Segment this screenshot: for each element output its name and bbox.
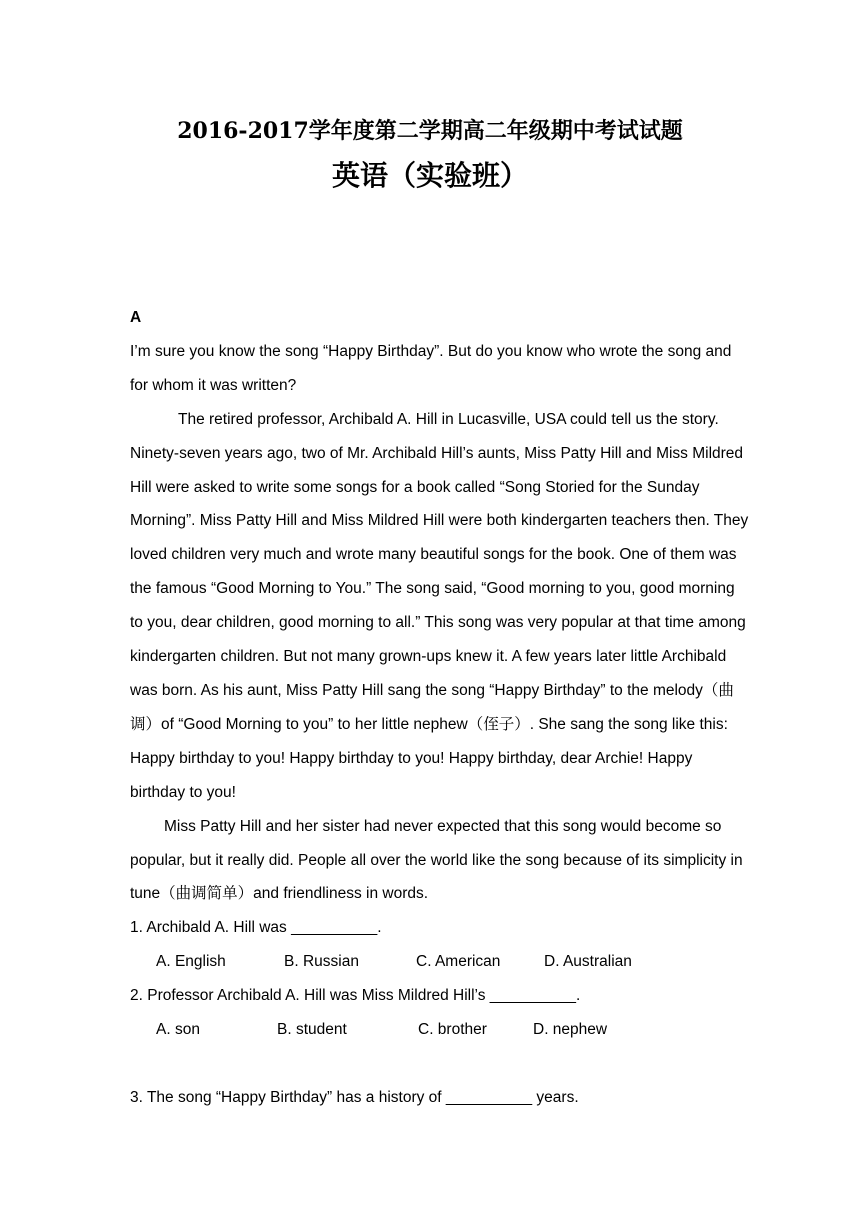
- question-3-stem: 3. The song “Happy Birthday” has a history of __________ years.: [130, 1088, 579, 1106]
- question-1-option-c: C. American: [416, 953, 501, 971]
- passage-paragraph-1: I’m sure you know the song “Happy Birthday”. But do you know who wrote the song and for whom it was written?: [130, 342, 732, 394]
- question-2-options: [130, 1013, 750, 1047]
- question-2-option-c: C. brother: [418, 1021, 487, 1039]
- question-1-option-a: A. English: [156, 953, 226, 971]
- question-2-option-a: A. son: [156, 1021, 200, 1039]
- question-2-option-d: D. nephew: [533, 1021, 608, 1039]
- question-2-stem: 2. Professor Archibald A. Hill was Miss Mildred Hill’s __________.: [130, 987, 581, 1005]
- passage-paragraph-3: Miss Patty Hill and her sister had never expected that this song would become so popular, but it really did. People all over the world like the song because of its simplicity in tune（曲调简单）and friendliness in words.: [130, 817, 743, 903]
- passage-paragraph-2: The retired professor, Archibald A. Hill in Lucasville, USA could tell us the story. Ninety-seven years ago, two of Mr. Archibald Hill’s aunts, Miss Patty Hill and Miss Mildred Hill were asked to write some songs for a book called “Song Storied for the Sunday Morning”. Miss Patty Hill and Miss Mildred Hill were both kindergarten teachers then. They loved children very much and wrote many beautiful songs for the book. One of them was the famous “Good Morning to You.” The song said, “Good morning to you, good morning to you, dear children, good morning to all.” This song was very popular at that time among kindergarten children. But not many grown-ups knew it. A few years later little Archibald was born. As his aunt, Miss Patty Hill sang the song “Happy Birthday” to the melody（曲调）of “Good Morning to you” to her little nephew（侄子）. She sang the song like this: Happy birthday to you! Happy birthday to you! Happy birthday, dear Archie! Happy birthday to you!: [130, 410, 749, 801]
- question-2-option-b: B. student: [277, 1021, 347, 1039]
- passage-label: A: [130, 309, 142, 326]
- reading-section: [130, 301, 750, 1115]
- exam-title: 2016-2017学年度第二学期高二年级期中考试试题: [177, 118, 683, 144]
- question-1-option-d: D. Australian: [544, 953, 632, 971]
- exam-subtitle: 英语（实验班）: [331, 159, 528, 192]
- question-1-stem: 1. Archibald A. Hill was __________.: [130, 919, 382, 937]
- question-1-options: [130, 945, 750, 979]
- spacer: [130, 1047, 750, 1081]
- question-1-option-b: B. Russian: [284, 953, 359, 971]
